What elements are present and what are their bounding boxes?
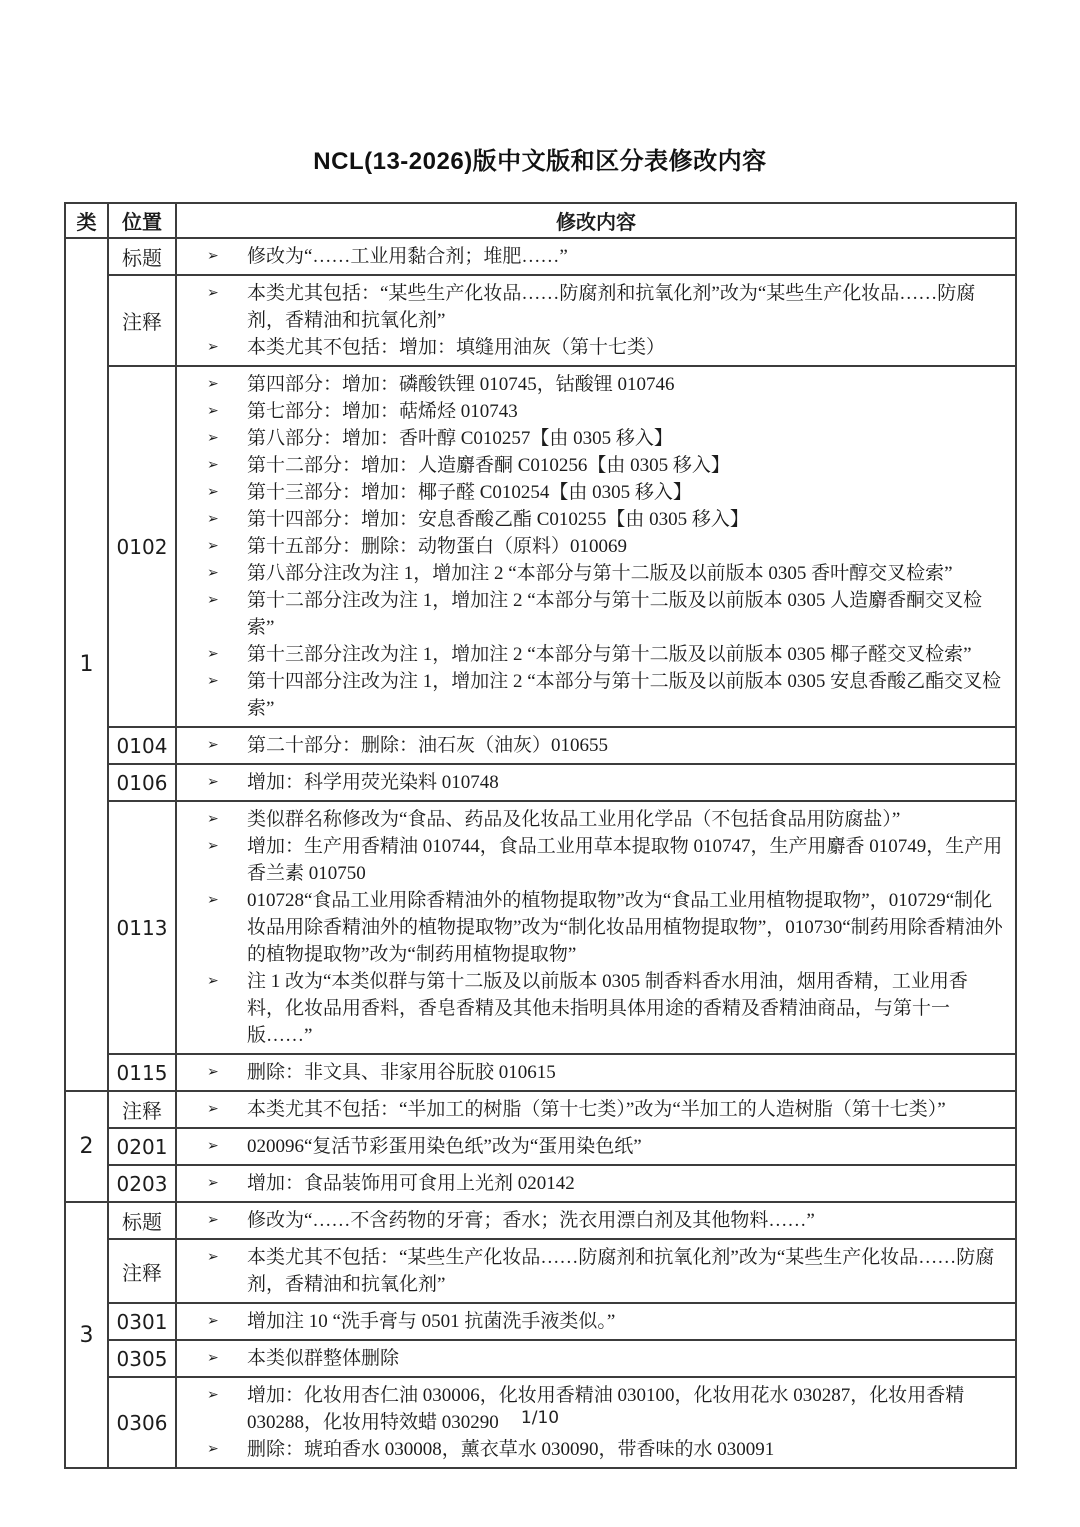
change-item [177,1207,1005,1234]
change-item [177,371,1005,398]
arrow-bullet-icon: ➢ [207,248,219,264]
change-text: 类似群名称修改为“食品、药品及化妆品工业用化学品（不包括食品用防腐盐）” [247,809,901,830]
change-text: 注 1 改为“本类似群与第十二版及以前版本 0305 制香料香水用油，烟用香精，工业用香料，化妆品用香料，香皂香精及其他未指明具体用途的香精及香精油商品，与第十一版……” [247,971,968,1046]
change-item [177,243,1005,270]
change-text: 本类尤其包括：“某些生产化妆品……防腐剂和抗氧化剂”改为“某些生产化妆品……防腐剂，香精油和抗氧化剂” [247,283,976,331]
content-cell [176,1202,1016,1239]
change-text: 第八部分：增加：香叶醇 C010257【由 0305 移入】 [247,428,673,449]
content-cell [176,275,1016,366]
header-position: 位置 [108,203,176,238]
change-item [177,280,1005,334]
arrow-bullet-icon: ➢ [207,511,219,527]
arrow-bullet-icon: ➢ [207,403,219,419]
change-item [177,1096,1005,1123]
table-row [65,1340,1016,1377]
change-text: 第十三部分注改为注 1，增加注 2 “本部分与第十二版及以前版本 0305 椰子醛交叉检索” [247,644,972,665]
page-title: NCL(13-2026)版中文版和区分表修改内容 [313,148,767,175]
content-cell [176,1054,1016,1091]
arrow-bullet-icon: ➢ [207,430,219,446]
content-cell [176,238,1016,275]
table-row [65,764,1016,801]
change-item [177,1308,1005,1335]
content-cell [176,1128,1016,1165]
arrow-bullet-icon: ➢ [207,285,219,301]
change-item [177,479,1005,506]
change-item [177,1345,1005,1372]
content-cell [176,727,1016,764]
arrow-bullet-icon: ➢ [207,484,219,500]
arrow-bullet-icon: ➢ [207,838,219,854]
arrow-bullet-icon: ➢ [207,376,219,392]
table-row [65,801,1016,1054]
change-item [177,560,1005,587]
arrow-bullet-icon: ➢ [207,973,219,989]
change-item [177,334,1005,361]
arrow-bullet-icon: ➢ [207,1313,219,1329]
change-text: 第十四部分：增加：安息香酸乙酯 C010255【由 0305 移入】 [247,509,749,530]
position-cell: 注释 [108,1091,176,1128]
change-text: 本类尤其不包括：“某些生产化妆品……防腐剂和抗氧化剂”改为“某些生产化妆品……防腐剂，香精油和抗氧化剂” [247,1247,995,1295]
change-text: 删除：琥珀香水 030008，薰衣草水 030090，带香味的水 030091 [247,1439,775,1460]
change-text: 增加：食品装饰用可食用上光剂 020142 [247,1173,575,1194]
position-cell: 注释 [108,275,176,366]
position-cell: 0106 [108,764,176,801]
class-cell: 1 [65,238,108,1091]
change-item [177,887,1005,968]
arrow-bullet-icon: ➢ [207,811,219,827]
change-item [177,452,1005,479]
change-item [177,533,1005,560]
change-text: 本类似群整体删除 [247,1348,400,1369]
change-item [177,732,1005,759]
table-body [65,238,1016,1468]
position-cell: 0305 [108,1340,176,1377]
content-cell [176,1091,1016,1128]
arrow-bullet-icon: ➢ [207,1350,219,1366]
change-text: 增加注 10 “洗手膏与 0501 抗菌洗手液类似。” [247,1311,616,1332]
position-cell: 注释 [108,1239,176,1303]
arrow-bullet-icon: ➢ [207,538,219,554]
change-text: 第八部分注改为注 1，增加注 2 “本部分与第十二版及以前版本 0305 香叶醇交叉检索” [247,563,953,584]
table-row [65,1303,1016,1340]
change-text: 增加：化妆用杏仁油 030006，化妆用香精油 030100，化妆用花水 030287，化妆用香精 030288，化妆用特效蜡 030290 [247,1385,965,1433]
arrow-bullet-icon: ➢ [207,592,219,608]
change-text: 增加：科学用荧光染料 010748 [247,772,499,793]
change-text: 删除：非文具、非家用谷朊胶 010615 [247,1062,556,1083]
change-text: 第十三部分：增加：椰子醛 C010254【由 0305 移入】 [247,482,692,503]
position-cell: 0104 [108,727,176,764]
arrow-bullet-icon: ➢ [207,673,219,689]
position-cell: 0306 [108,1377,176,1468]
change-text: 第四部分：增加：磷酸铁锂 010745，钴酸锂 010746 [247,374,675,395]
table-row [65,1128,1016,1165]
change-text: 010728“食品工业用除香精油外的植物提取物”改为“食品工业用植物提取物”，010729“制化妆品用除香精油外的植物提取物”改为“制化妆品用植物提取物”，010730“制药用除香精油外的植物提取物”改为“制药用植物提取物” [247,890,1003,965]
arrow-bullet-icon: ➢ [207,774,219,790]
arrow-bullet-icon: ➢ [207,1387,219,1403]
table-row [65,1054,1016,1091]
position-cell: 0301 [108,1303,176,1340]
change-item [177,769,1005,796]
content-cell [176,1165,1016,1202]
arrow-bullet-icon: ➢ [207,339,219,355]
arrow-bullet-icon: ➢ [207,1249,219,1265]
arrow-bullet-icon: ➢ [207,737,219,753]
arrow-bullet-icon: ➢ [207,1175,219,1191]
content-cell [176,1239,1016,1303]
change-item [177,833,1005,887]
arrow-bullet-icon: ➢ [207,1212,219,1228]
class-cell: 3 [65,1202,108,1468]
change-item [177,1059,1005,1086]
change-item [177,1436,1005,1463]
position-cell: 标题 [108,1202,176,1239]
arrow-bullet-icon: ➢ [207,565,219,581]
change-text: 本类尤其不包括：“半加工的树脂（第十七类）”改为“半加工的人造树脂（第十七类）” [247,1099,946,1120]
arrow-bullet-icon: ➢ [207,457,219,473]
change-item [177,1133,1005,1160]
change-item [177,968,1005,1049]
content-cell [176,801,1016,1054]
change-text: 本类尤其不包括：增加：填缝用油灰（第十七类） [247,337,666,358]
position-cell: 0203 [108,1165,176,1202]
change-text: 修改为“……不含药物的牙膏；香水；洗衣用漂白剂及其他物料……” [247,1210,815,1231]
position-cell: 0102 [108,366,176,727]
table-row [65,1239,1016,1303]
change-item [177,1244,1005,1298]
change-text: 第七部分：增加：萜烯烃 010743 [247,401,518,422]
table-row [65,1165,1016,1202]
changes-table [64,202,1017,1469]
change-text: 修改为“……工业用黏合剂；堆肥……” [247,246,568,267]
table-row [65,275,1016,366]
table-row [65,727,1016,764]
arrow-bullet-icon: ➢ [207,892,219,908]
arrow-bullet-icon: ➢ [207,1101,219,1117]
change-item [177,641,1005,668]
content-cell [176,1340,1016,1377]
class-cell: 2 [65,1091,108,1202]
page-number: 1/10 [520,1408,560,1428]
change-item [177,506,1005,533]
table-row [65,238,1016,275]
content-cell [176,764,1016,801]
header-content: 修改内容 [176,203,1016,238]
position-cell: 0113 [108,801,176,1054]
change-item [177,425,1005,452]
table-row [65,366,1016,727]
change-text: 第十五部分：删除：动物蛋白（原料）010069 [247,536,628,557]
header-class: 类 [65,203,108,238]
table-row [65,1091,1016,1128]
change-text: 第十四部分注改为注 1，增加注 2 “本部分与第十二版及以前版本 0305 安息香酸乙酯交叉检索” [247,671,1002,719]
position-cell: 0201 [108,1128,176,1165]
content-cell [176,1303,1016,1340]
change-text: 020096“复活节彩蛋用染色纸”改为“蛋用染色纸” [247,1136,642,1157]
change-item [177,587,1005,641]
change-item [177,1170,1005,1197]
arrow-bullet-icon: ➢ [207,1441,219,1457]
arrow-bullet-icon: ➢ [207,1064,219,1080]
change-text: 增加：生产用香精油 010744，食品工业用草本提取物 010747，生产用麝香 010749，生产用香兰素 010750 [247,836,1003,884]
change-item [177,398,1005,425]
change-item [177,806,1005,833]
table-header-row [65,203,1016,238]
change-item [177,668,1005,722]
position-cell: 0115 [108,1054,176,1091]
change-text: 第十二部分：增加：人造麝香酮 C010256【由 0305 移入】 [247,455,730,476]
arrow-bullet-icon: ➢ [207,1138,219,1154]
content-cell [176,366,1016,727]
change-text: 第二十部分：删除：油石灰（油灰）010655 [247,735,609,756]
table-row [65,1202,1016,1239]
arrow-bullet-icon: ➢ [207,646,219,662]
change-text: 第十二部分注改为注 1，增加注 2 “本部分与第十二版及以前版本 0305 人造麝香酮交叉检索” [247,590,983,638]
position-cell: 标题 [108,238,176,275]
